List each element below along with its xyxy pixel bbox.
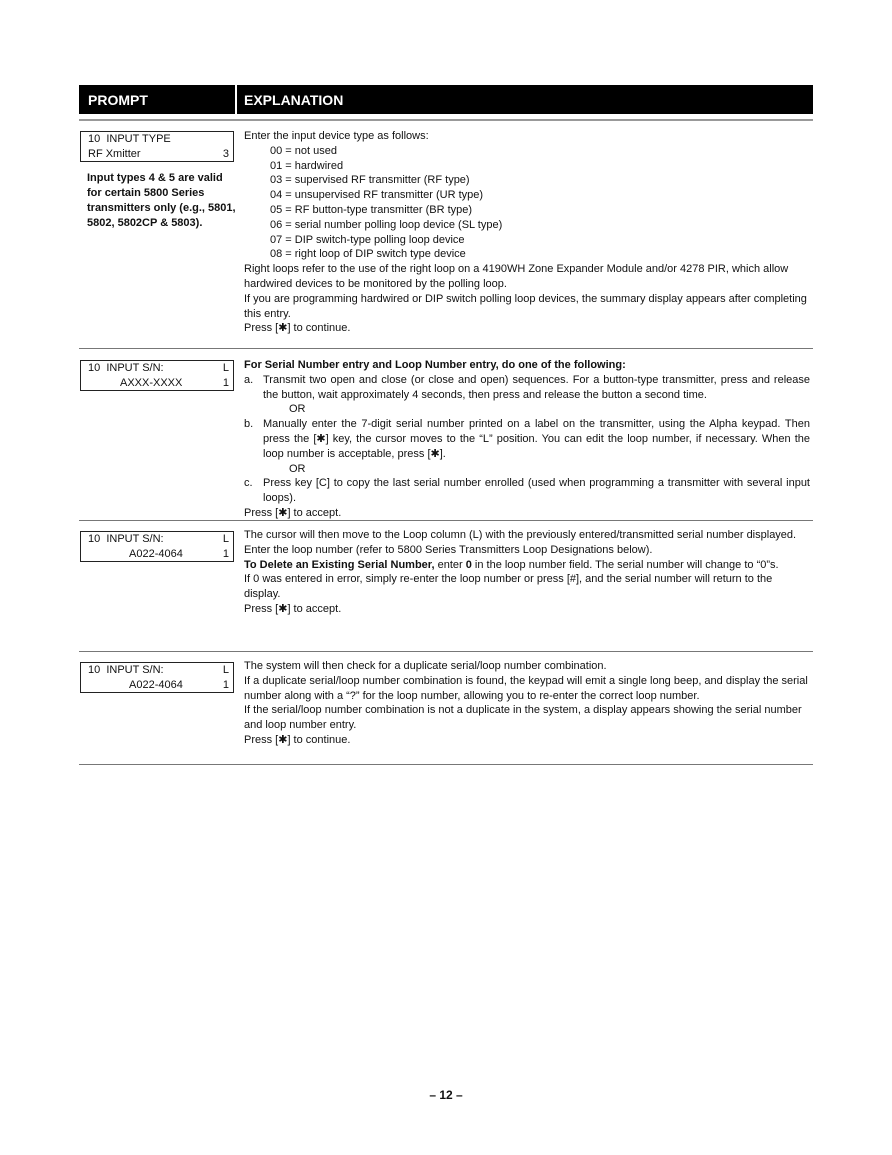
- paragraph: If a duplicate serial/loop number combination is found, the keypad will emit a single long beep, and display the serial number along with a “?” for the loop number, allowing you to re-enter the correct loop number.: [244, 674, 808, 702]
- table-header: [79, 85, 813, 114]
- keypad-display: [80, 131, 234, 162]
- display-line-1-right: L: [222, 533, 229, 545]
- paragraph: Press [✱] to accept.: [244, 602, 342, 615]
- paragraph: Press [✱] to continue.: [244, 733, 351, 746]
- list-item: [244, 373, 810, 403]
- text-run: in the loop number field. The serial number will change to “0”s.: [471, 558, 779, 571]
- list-text: Manually enter the 7-digit serial number printed on a label on the transmitter, using the Alpha keypad. Then press the [✱] key, the cursor moves to the “L” position. You can edit the loop number, if necessary. When the loop number is acceptable, press [✱].: [263, 418, 810, 460]
- list-marker: a.: [244, 373, 254, 386]
- display-line-1: 10 INPUT S/N:: [88, 664, 164, 676]
- explanation-input-type: [244, 129, 810, 336]
- list-text: Transmit two open and close (or close and open) sequences. For a button-type transmitter, press and release the button, wait approximately 4 seconds, then press and release the button a second time.: [263, 373, 810, 401]
- zero-value: 0: [465, 558, 472, 571]
- intro-text: Enter the input device type as follows:: [244, 130, 429, 142]
- display-line-2-right: 1: [222, 377, 229, 389]
- explanation-serial-entry: [244, 358, 810, 521]
- divider: [79, 348, 813, 349]
- delete-serial-paragraph: [244, 558, 810, 573]
- divider: [79, 651, 813, 652]
- display-line-1: 10 INPUT S/N:: [88, 533, 164, 545]
- paragraph: Enter the loop number (refer to 5800 Series Transmitters Loop Designations below).: [244, 543, 653, 556]
- display-line-2: RF Xmitter: [88, 148, 141, 160]
- type-option: 01 = hardwired: [270, 159, 344, 172]
- paragraph: The cursor will then move to the Loop column (L) with the previously entered/transmitted serial number displayed.: [244, 529, 797, 541]
- divider: [79, 119, 813, 121]
- display-line-1-right: L: [222, 664, 229, 676]
- display-line-2: AXXX-XXXX: [120, 377, 183, 389]
- type-option: 03 = supervised RF transmitter (RF type): [270, 174, 470, 187]
- display-line-2-right: 1: [222, 548, 229, 560]
- or-separator: OR: [289, 403, 306, 416]
- keypad-display: [80, 531, 234, 562]
- list-item: [244, 476, 810, 506]
- display-line-2-right: 3: [222, 148, 229, 160]
- prompt-column-header: PROMPT: [88, 92, 148, 108]
- type-option: 05 = RF button-type transmitter (BR type): [270, 203, 473, 216]
- paragraph: Press [✱] to accept.: [244, 506, 342, 519]
- list-marker: b.: [244, 418, 254, 431]
- header-divider: [235, 85, 237, 114]
- input-types-note: Input types 4 & 5 are valid for certain 5800 Series transmitters only (e.g., 5801, 5802, 5802CP & 5803).: [87, 172, 236, 229]
- list-marker: c.: [244, 477, 253, 490]
- paragraph: Right loops refer to the use of the right loop on a 4190WH Zone Expander Module and/or 4278 PIR, which allow hardwired devices to be monitored by the polling loop.: [244, 263, 789, 290]
- type-option: 07 = DIP switch-type polling loop device: [270, 233, 465, 246]
- list-text: Press key [C] to copy the last serial number enrolled (used when programming a transmitter with several input loops).: [263, 477, 810, 505]
- type-option: 08 = right loop of DIP switch type device: [270, 248, 466, 261]
- display-line-2: A022-4064: [129, 679, 183, 691]
- keypad-display: [80, 360, 234, 391]
- explanation-column-header: EXPLANATION: [244, 92, 344, 108]
- divider: [79, 764, 813, 765]
- page-number: – 12 –: [429, 1088, 463, 1102]
- paragraph: The system will then check for a duplicate serial/loop number combination.: [244, 660, 607, 672]
- display-line-1-right: L: [222, 362, 229, 374]
- type-option: 04 = unsupervised RF transmitter (UR type): [270, 189, 484, 202]
- list-item: [244, 417, 810, 461]
- or-separator: OR: [289, 462, 306, 475]
- display-line-2-right: 1: [222, 679, 229, 691]
- paragraph: If 0 was entered in error, simply re-enter the loop number or press [#], and the serial number will return to the display.: [244, 573, 773, 601]
- text-run: enter: [434, 558, 466, 571]
- explanation-loop-number: [244, 528, 810, 617]
- type-option: 00 = not used: [270, 144, 337, 157]
- delete-heading: To Delete an Existing Serial Number,: [244, 558, 435, 571]
- keypad-display: [80, 662, 234, 693]
- section-heading: For Serial Number entry and Loop Number entry, do one of the following:: [244, 359, 626, 371]
- display-line-1: 10 INPUT TYPE: [88, 133, 171, 145]
- paragraph: Press [✱] to continue.: [244, 322, 351, 335]
- type-option: 06 = serial number polling loop device (SL type): [270, 218, 503, 231]
- display-line-1: 10 INPUT S/N:: [88, 362, 164, 374]
- display-line-2: A022-4064: [129, 548, 183, 560]
- divider: [79, 520, 813, 521]
- paragraph: If the serial/loop number combination is not a duplicate in the system, a display appears showing the serial number and loop number entry.: [244, 704, 802, 732]
- paragraph: If you are programming hardwired or DIP switch polling loop devices, the summary display appears after completing this entry.: [244, 292, 807, 320]
- explanation-duplicate-check: [244, 659, 810, 748]
